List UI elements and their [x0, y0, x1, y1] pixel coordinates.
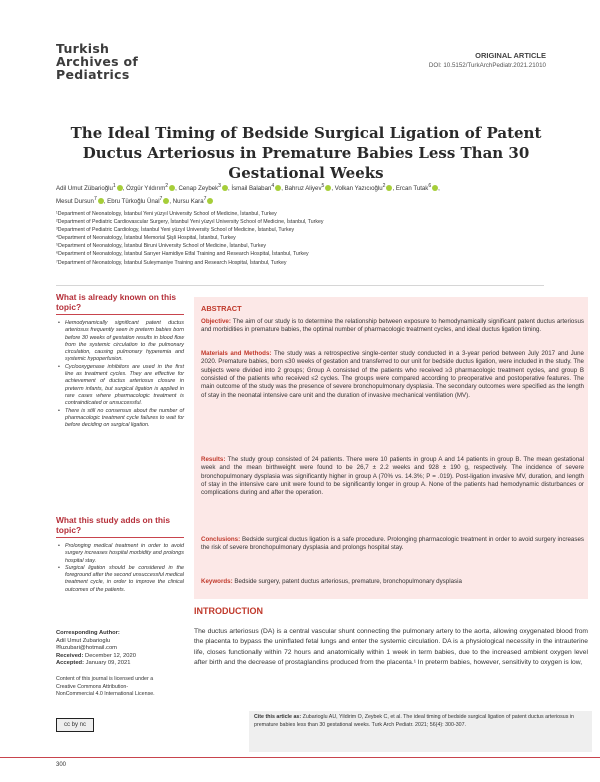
list-item: • Prolonging medical treatment in order to avoid surgery increases hospital morbidity and prolongs hospital stay. [65, 543, 184, 565]
abstract-box [194, 297, 588, 599]
abstract-objective: Objective: The aim of our study is to determine the relationship between exposure to hemodynamically significant patent ductus arteriosus and morbidities in premature babies, the optimal number of pharmacologic treatment cycles, and ideal ductus ligation timing. [201, 318, 584, 334]
list-item: • There is still no consensus about the number of pharmacologic treatment cycle failures to wait for before deciding on surgical ligation. [65, 408, 184, 430]
orcid-icon[interactable] [169, 185, 175, 191]
affiliation: ⁴Department of Neonatology, İstanbul Memorial Şişli Hospital, İstanbul, Turkey [56, 235, 236, 242]
author-list: Adil Umut Zübarioğlu$^1$ , Özgür Yıldırım$^2$ , Cenap Zeybek$^3$ , İsmail Balaban$^4$ , Bahruz Aliyev$^5$ , Volkan Yazıcıoğlu$^2$ , Ercan Tutak$^6$ , Mesut Dursun$^7$ , Ebru Türkoğlu Ünal$^7$ , Nursu Kara$^7$ [56, 183, 440, 206]
affiliation-list [56, 210, 556, 267]
corr-email[interactable]: uzubari@hotmail.com [60, 645, 118, 652]
orcid-icon[interactable] [222, 185, 228, 191]
orcid-icon[interactable] [325, 185, 331, 191]
doi-link[interactable]: DOI: 10.5152/TurkArchPediatr.2021.21010 [428, 62, 546, 69]
adds-list [56, 543, 184, 594]
received-row: Received: December 12, 2020 [56, 652, 136, 659]
divider [56, 314, 184, 315]
orcid-icon[interactable] [432, 185, 438, 191]
adds-box [56, 515, 184, 594]
author[interactable]: Adil Umut Zübarioğlu$^1$ [56, 185, 123, 192]
abstract-methods: Materials and Methods: The study was a retrospective single-center study conducted in a 3-year period between July 2017 and June 2020. Premature babies, born ≤30 weeks of gestation and transferred to our unit for bedside ductus ligation, were included in the study. The subjects were divided into 2 groups; Group A consisted of the patients who received ≥3 pharmacologic treatment cycles, and group B consisted of the patients who received ≤2 cycles. The groups were compared according to preoperative and postoperative features. The main outcome of the study was the presence of severe bronchopulmonary dysplasia. The secondary outcomes were specified as the length of stay in the neonatal intensive care unit and the duration of invasive mechanical ventilation (MV). [201, 350, 585, 399]
divider [56, 285, 544, 286]
author[interactable]: Mesut Dursun$^7$ [56, 198, 104, 205]
author[interactable]: Ercan Tutak$^6$ [396, 185, 438, 192]
author[interactable]: Özgür Yıldırım$^2$ [126, 185, 175, 192]
author[interactable]: Nursu Kara$^7$ [173, 198, 214, 205]
article-type: ORIGINAL ARTICLE [475, 51, 546, 60]
list-item: • Cyclooxygenase inhibitors are used in the first line as treatment cycles. They are effective for achievement of ductus arteriosus closure in preterm infants, but surgical ligation is applied in rare cases where pharmacologic treatment is contraindicated or unsuccessful. [65, 364, 184, 408]
divider [56, 537, 184, 538]
known-list [56, 320, 184, 429]
license-text: Content of this journal is licensed under a Creative Commons Attribution-NonCommercial 4.0 International License. [56, 676, 155, 697]
citation-text: Cite this article as: Zubarioglu AU, Yildirim O, Zeybek C, et al. The ideal timing of bedside surgical ligation of patent ductus arteriosus in premature babies less than 30 gestational weeks. Turk Arch Pediatr. 2021; 56(4): 300-307. [254, 714, 574, 728]
abstract-heading: ABSTRACT [201, 304, 242, 313]
affiliation: ⁵Department of Neonatology, İstanbul Biruni University School of Medicine, İstanbul, Turkey [56, 243, 266, 250]
author[interactable]: Cenap Zeybek$^3$ [179, 185, 228, 192]
abstract-keywords: Keywords: Bedside surgery, patent ductus arteriosus, premature, bronchopulmonary dysplasia [201, 578, 462, 585]
page-number: 300 [56, 762, 67, 768]
author[interactable]: Volkan Yazıcıoğlu$^2$ [335, 185, 393, 192]
corr-label: Corresponding Author: [56, 630, 120, 636]
orcid-icon[interactable] [163, 198, 169, 204]
corr-name: Adil Umut Zubarioglu [56, 637, 111, 644]
affiliation: ³Department of Pediatric Cardiology, İstanbul Yeni yüzyıl University School of Medicine, İstanbul, Turkey [56, 227, 295, 234]
affiliation: ¹Department of Neonatology, İstanbul Yeni yüzyıl University School of Medicine, İstanbul, Turkey [56, 211, 277, 217]
cc-license-icon[interactable]: cc by nc [56, 718, 94, 732]
logo-line-2: Archives of [56, 54, 139, 69]
known-heading: What is already known on this topic? [56, 292, 177, 312]
orcid-icon[interactable] [98, 198, 104, 204]
affiliation: ⁷Department of Neonatology, İstanbul Suleymaniye Training and Research Hospital, İstanbul, Turkey [56, 259, 287, 266]
author[interactable]: İsmail Balaban$^4$ [231, 185, 281, 192]
affiliation: ⁶Department of Neonatology, İstanbul Sarıyer Hamidiye Etfal Training and Research Hospital, İstanbul, Turkey [56, 251, 309, 258]
corr-email-row[interactable] [56, 645, 186, 653]
abstract-results: Results: The study group consisted of 24 patients. There were 10 patients in group A and 14 patients in group B. The mean gestational week and the mean birthweight were found to be 26,7 ± 2.2 weeks and 928 ± 190 g, respectively. The incidence of severe bronchopulmonary dysplasia was significantly higher in group A (70% vs. 14.3%; P = .019). Post-ligation invasive MV, duration, and length of stay in the intensive care unit were found to be significantly longer in group A. None of the patients had hemodynamic disturbances or complications during and after the operation. [201, 456, 584, 497]
introduction-heading: INTRODUCTION [194, 606, 263, 616]
orcid-icon[interactable] [386, 185, 392, 191]
correspondence-block [56, 630, 186, 668]
mail-icon: ✉ [56, 645, 61, 652]
abstract-conclusions: Conclusions: Bedside surgical ductus ligation is a safe procedure. Prolonging pharmacologic treatment in order to avoid surgery increases the risk of severe bronchopulmonary dysplasia and prolongs hospital stay. [201, 536, 584, 552]
adds-heading: What this study adds on this topic? [56, 515, 170, 535]
orcid-icon[interactable] [207, 198, 213, 204]
list-item: • Hemodynamically significant patent ductus arteriosus frequently seen in preterm babies born before 30 weeks of gestation results in blood flow from the systemic circulation to the pulmonary circulation, causing pulmonary hyperemia and systemic hypoperfusion. [65, 320, 184, 364]
logo-line-3: Pediatrics [56, 67, 130, 82]
orcid-icon[interactable] [275, 185, 281, 191]
author[interactable]: Ebru Türkoğlu Ünal$^7$ [107, 198, 169, 205]
article-title: The Ideal Timing of Bedside Surgical Ligation of Patent Ductus Arteriosus in Premature Babies Less Than 30 Gestational Weeks [70, 124, 542, 182]
logo-line-1: Turkish [56, 41, 110, 56]
affiliation: ²Department of Pediatric Cardiovascular Surgery, İstanbul Yeni yüzyıl University School of Medicine, İstanbul, Turkey [56, 219, 324, 226]
list-item: • Surgical ligation should be considered in the foreground after the second unsuccessful medical treatment cycle, in order to improve the clinical outcomes of the patients. [65, 565, 184, 594]
author[interactable]: Bahruz Aliyev$^5$ [285, 185, 332, 192]
known-box [56, 292, 184, 429]
introduction-text: The ductus arteriosus (DA) is a central vascular shunt connecting the pulmonary artery to the aorta, allowing oxygenated blood from the placenta to bypass the uninflated fetal lungs and enter the systemic circulation. DA is a physiological necessity in the intrauterine life, closes functionally within 72 hours and anatomically within 1 week in term babies, due to the increased ambient oxygen level after birth and the decrease of prostaglandins produced from the placenta.¹ In preterm babies, however, sensitivity to oxygen is low, [194, 628, 588, 667]
accepted-row: Accepted: January 09, 2021 [56, 660, 131, 667]
journal-logo [56, 42, 166, 81]
footer-divider [0, 757, 600, 758]
orcid-icon[interactable] [117, 185, 123, 191]
